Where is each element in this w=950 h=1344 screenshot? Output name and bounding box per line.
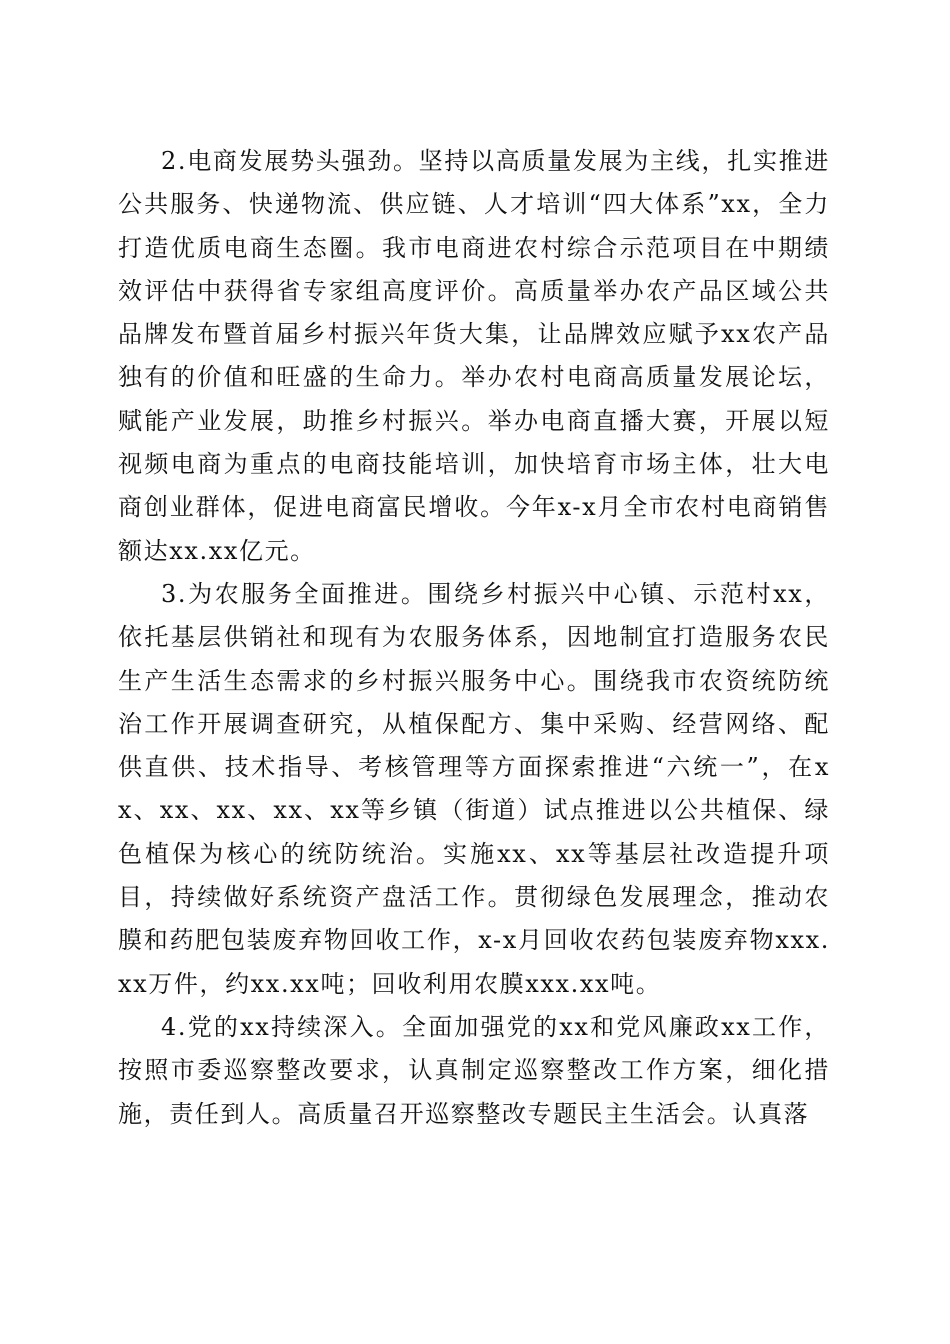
paragraph-farm-services: 3.为农服务全面推进。围绕乡村振兴中心镇、示范村xx，依托基层供销社和现有为农服务体系，因地制宜打造服务农民生产生活生态需求的乡村振兴服务中心。围绕我市农资统防统治工作开展调查研究，从植保配方、集中采购、经营网络、配供直供、技术指导、考核管理等方面探索推进“六统一”，在xx、xx、xx、xx、xx等乡镇（街道）试点推进以公共植保、绿色植保为核心的统防统治。实施xx、xx等基层社改造提升项目，持续做好系统资产盘活工作。贯彻绿色发展理念，推动农膜和药肥包装废弃物回收工作，x-x月回收农药包装废弃物xxx.xx万件，约xx.xx吨；回收利用农膜xxx.xx吨。 <box>118 579 830 998</box>
paragraph-party-building: 4.党的xx持续深入。全面加强党的xx和党风廉政xx工作，按照市委巡察整改要求，认真制定巡察整改工作方案，细化措施，责任到人。高质量召开巡察整改专题民主生活会。认真落 <box>118 1012 830 1128</box>
document-body <box>118 140 830 1136</box>
paragraph-ecommerce: 2.电商发展势头强劲。坚持以高质量发展为主线，扎实推进公共服务、快递物流、供应链、人才培训“四大体系”xx，全力打造优质电商生态圈。我市电商进农村综合示范项目在中期绩效评估中获得省专家组高度评价。高质量举办农产品区域公共品牌发布暨首届乡村振兴年货大集，让品牌效应赋予xx农产品独有的价值和旺盛的生命力。举办农村电商高质量发展论坛，赋能产业发展，助推乡村振兴。举办电商直播大赛，开展以短视频电商为重点的电商技能培训，加快培育市场主体，壮大电商创业群体，促进电商富民增收。今年x-x月全市农村电商销售额达xx.xx亿元。 <box>118 147 830 565</box>
